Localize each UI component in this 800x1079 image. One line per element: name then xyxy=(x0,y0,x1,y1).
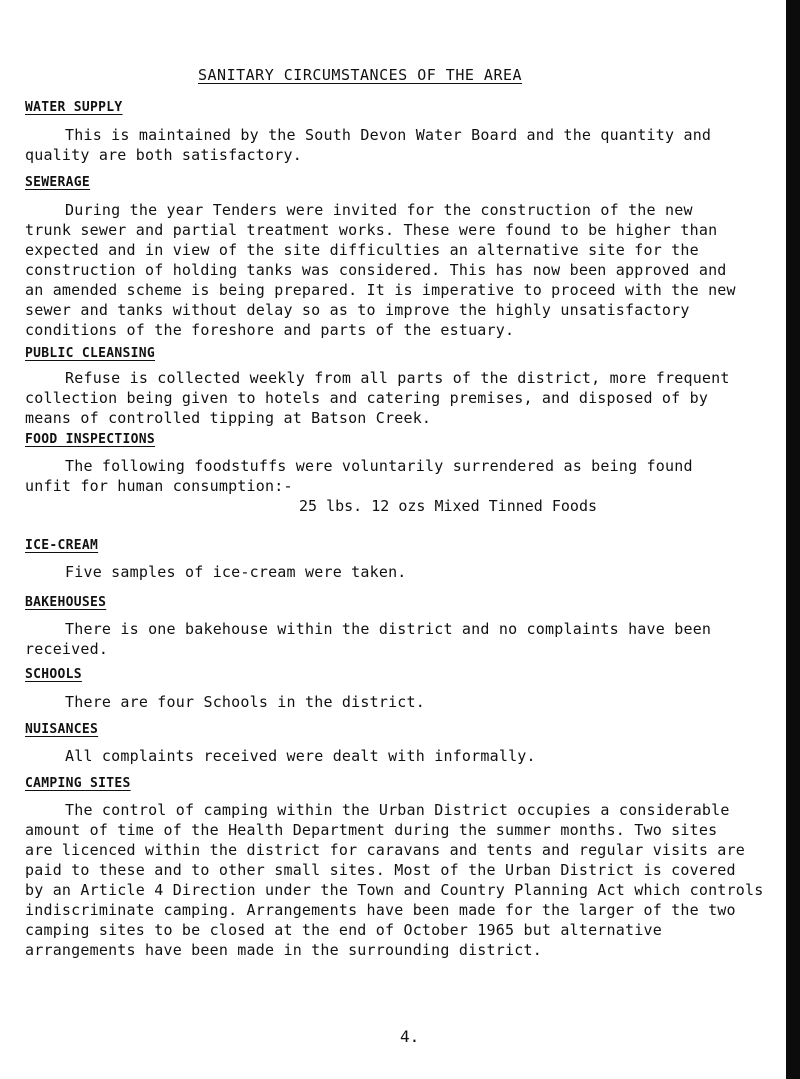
text-line: Refuse is collected weekly from all parts of the district, more frequent xyxy=(65,369,730,387)
text-line: trunk sewer and partial treatment works. These were found to be higher than xyxy=(25,221,718,239)
text-line: received. xyxy=(25,640,109,658)
page-title: SANITARY CIRCUMSTANCES OF THE AREA xyxy=(198,66,523,84)
text-line: collection being given to hotels and catering premises, and disposed of by xyxy=(25,389,709,407)
text-line: expected and in view of the site difficulties an alternative site for the xyxy=(25,241,699,259)
text-line: sewer and tanks without delay so as to improve the highly unsatisfactory xyxy=(25,301,690,319)
section-body-food-inspections xyxy=(25,456,795,496)
text-line: means of controlled tipping at Batson Creek. xyxy=(25,409,432,427)
section-body-sewerage xyxy=(25,200,795,340)
text-line: by an Article 4 Direction under the Town and Country Planning Act which controls xyxy=(25,881,764,899)
text-line: paid to these and to other small sites. Most of the Urban District is covered xyxy=(25,861,736,879)
section-body-schools xyxy=(25,692,795,712)
section-heading-food-inspections: FOOD INSPECTIONS xyxy=(25,432,156,447)
page-number: 4. xyxy=(400,1027,420,1046)
section-body-nuisances xyxy=(25,746,795,766)
text-line: amount of time of the Health Department during the summer months. Two sites xyxy=(25,821,718,839)
text-line: All complaints received were dealt with informally. xyxy=(65,747,536,765)
section-heading-schools: SCHOOLS xyxy=(25,667,82,682)
text-line: an amended scheme is being prepared. It is imperative to proceed with the new xyxy=(25,281,736,299)
text-line: arrangements have been made in the surrounding district. xyxy=(25,941,542,959)
section-heading-water-supply: WATER SUPPLY xyxy=(25,100,123,115)
text-line: are licenced within the district for caravans and tents and regular visits are xyxy=(25,841,745,859)
section-heading-camping-sites: CAMPING SITES xyxy=(25,776,131,791)
surrendered-food-item: 25 lbs. 12 ozs Mixed Tinned Foods xyxy=(299,497,598,515)
section-body-water-supply xyxy=(25,125,795,165)
section-body-bakehouses xyxy=(25,619,795,659)
section-heading-bakehouses: BAKEHOUSES xyxy=(25,595,107,610)
text-line: indiscriminate camping. Arrangements have been made for the larger of the two xyxy=(25,901,736,919)
text-line: construction of holding tanks was considered. This has now been approved and xyxy=(25,261,727,279)
text-line: The control of camping within the Urban District occupies a considerable xyxy=(65,801,730,819)
text-line: During the year Tenders were invited for the construction of the new xyxy=(65,201,693,219)
text-line: unfit for human consumption:- xyxy=(25,477,293,495)
section-body-camping-sites xyxy=(25,800,795,960)
text-line: There are four Schools in the district. xyxy=(65,693,425,711)
text-line: This is maintained by the South Devon Water Board and the quantity and xyxy=(65,126,712,144)
text-line: The following foodstuffs were voluntarily surrendered as being found xyxy=(65,457,693,475)
section-heading-sewerage: SEWERAGE xyxy=(25,175,91,190)
section-heading-ice-cream: ICE-CREAM xyxy=(25,538,99,553)
text-line: camping sites to be closed at the end of October 1965 but alternative xyxy=(25,921,662,939)
section-body-ice-cream xyxy=(25,562,795,582)
text-line: There is one bakehouse within the district and no complaints have been xyxy=(65,620,712,638)
text-line: quality are both satisfactory. xyxy=(25,146,302,164)
section-heading-public-cleansing: PUBLIC CLEANSING xyxy=(25,346,156,361)
text-line: conditions of the foreshore and parts of the estuary. xyxy=(25,321,515,339)
section-body-public-cleansing xyxy=(25,368,795,428)
section-heading-nuisances: NUISANCES xyxy=(25,722,99,737)
scan-edge-border xyxy=(786,0,800,1079)
text-line: Five samples of ice-cream were taken. xyxy=(65,563,407,581)
